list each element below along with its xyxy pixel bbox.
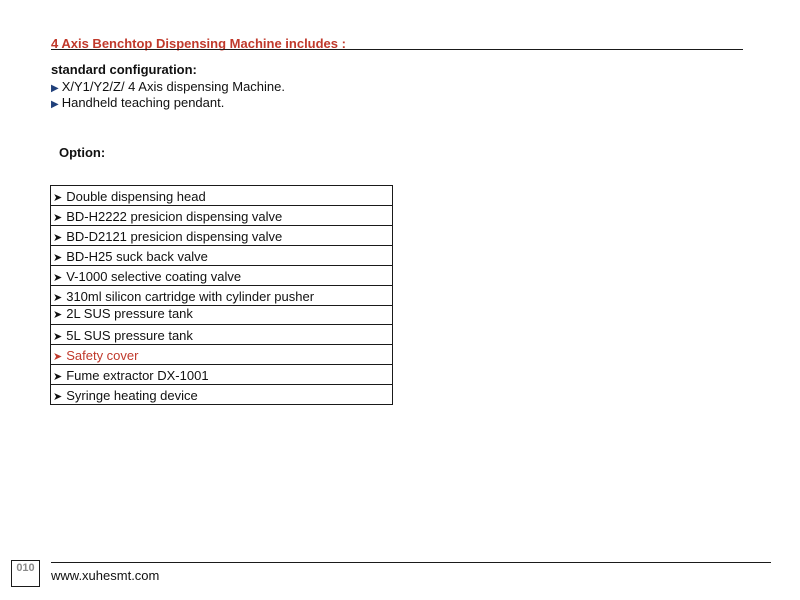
arrowhead-right-icon: ➤ xyxy=(53,391,63,403)
option-label: BD-D2121 presicion dispensing valve xyxy=(66,229,283,244)
triangle-right-icon: ▶ xyxy=(51,99,59,110)
footer-rule xyxy=(51,562,771,563)
option-label: BD-H2222 presicion dispensing valve xyxy=(66,209,283,224)
list-item-label: X/Y1/Y2/Z/ 4 Axis dispensing Machine. xyxy=(61,79,285,94)
option-table xyxy=(50,185,393,405)
option-label: Fume extractor DX-1001 xyxy=(66,368,209,383)
list-item xyxy=(51,95,285,111)
arrowhead-right-icon: ➤ xyxy=(53,192,63,204)
table-row xyxy=(51,365,392,385)
arrowhead-right-icon: ➤ xyxy=(53,272,63,284)
list-item-label: Handheld teaching pendant. xyxy=(61,95,225,110)
table-row xyxy=(51,286,392,306)
arrowhead-right-icon: ➤ xyxy=(53,232,63,244)
option-label: Double dispensing head xyxy=(66,189,206,204)
arrowhead-right-icon: ➤ xyxy=(53,292,63,304)
table-row xyxy=(51,345,392,365)
list-item xyxy=(51,79,285,95)
standard-config-heading: standard configuration: xyxy=(51,62,197,77)
arrowhead-right-icon: ➤ xyxy=(53,212,63,224)
arrowhead-right-icon: ➤ xyxy=(53,309,63,321)
table-row xyxy=(51,186,392,206)
triangle-right-icon: ▶ xyxy=(51,83,59,94)
standard-config-list xyxy=(51,79,285,111)
option-label: Syringe heating device xyxy=(66,388,198,403)
option-label: 310ml silicon cartridge with cylinder pusher xyxy=(66,289,315,304)
page-number: 010 xyxy=(11,560,40,587)
option-label: Safety cover xyxy=(66,348,139,363)
option-label: BD-H25 suck back valve xyxy=(66,249,208,264)
option-heading: Option: xyxy=(59,145,106,160)
arrowhead-right-icon: ➤ xyxy=(53,252,63,264)
table-row xyxy=(51,385,392,405)
arrowhead-right-icon: ➤ xyxy=(53,331,63,343)
document-title: 4 Axis Benchtop Dispensing Machine includes : xyxy=(51,36,346,51)
option-label: 2L SUS pressure tank xyxy=(66,306,193,321)
arrowhead-right-icon: ➤ xyxy=(53,351,63,363)
arrowhead-right-icon: ➤ xyxy=(53,371,63,383)
table-row xyxy=(51,226,392,246)
table-row xyxy=(51,306,392,325)
table-row xyxy=(51,246,392,266)
title-underline xyxy=(51,49,743,50)
option-label: 5L SUS pressure tank xyxy=(66,328,193,343)
table-row xyxy=(51,206,392,226)
option-label: V-1000 selective coating valve xyxy=(66,269,242,284)
table-row xyxy=(51,266,392,286)
table-row xyxy=(51,325,392,345)
website-link: www.xuhesmt.com xyxy=(51,568,160,583)
